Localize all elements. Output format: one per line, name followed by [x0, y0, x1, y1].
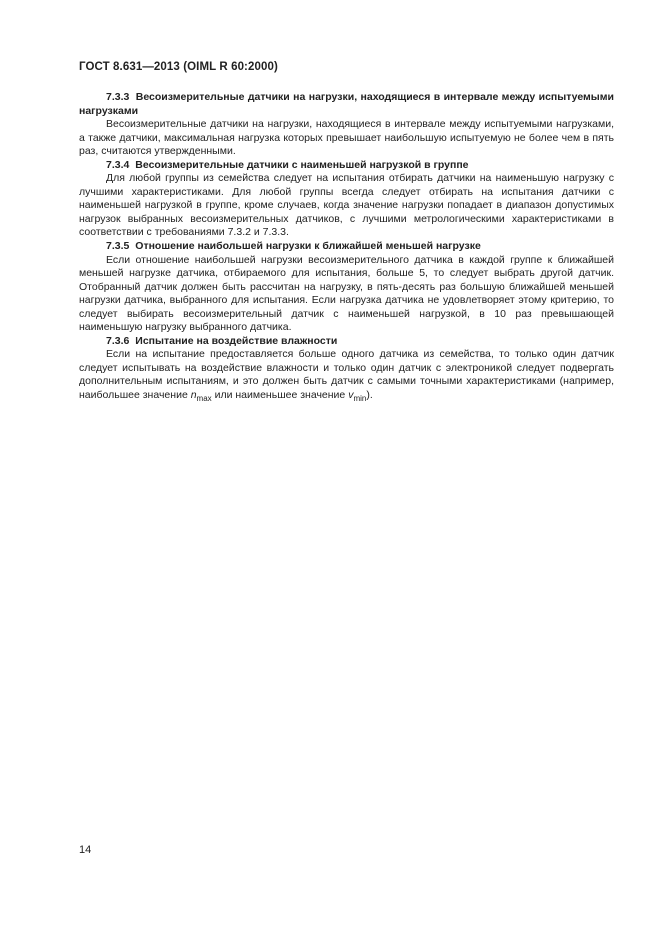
variable-n: n [190, 389, 197, 402]
subscript-max: max [196, 394, 212, 404]
section-paragraph: Если отношение наибольшей нагрузки весоизмерительного датчика в каждой группе к ближайшей меньшей нагрузке датчика, отбираемого для испытания, больше 5, то следует выбрать другой датчик. Отобранный датчик должен быть рассчитан на нагрузку, в пять-десять раз большую ближайшей меньшей нагрузки датчика, выбранного для испытания. Если нагрузка датчика не удовлетворяет этому критерию, то следует выбирать весоизмерительный датчик с наименьшей нагрузкой, в 10 раз превышающей наименьшую нагрузку выбранного датчика. [79, 253, 614, 334]
section-heading-7-3-4 [79, 159, 614, 173]
document-header: ГОСТ 8.631—2013 (OIML R 60:2000) [79, 61, 278, 73]
section-paragraph: Для любой группы из семейства следует на испытания отбирать датчики на наименьшую нагрузку с лучшими характеристиками. Для любой группы всегда следует отбирать на испытания датчики с наименьшей нагрузкой в группе, кроме случаев, когда значение нагрузки попадает в диапазон допустимых нагрузок выбранных весоизмерительных датчиков, с лучшими метрологическими характеристиками в соответствии с требованиями 7.3.2 и 7.3.3. [79, 172, 614, 239]
paragraph-text: Если на испытание предоставляется больше одного датчика из семейства, то только один датчик следует испытывать на воздействие влажности и только один датчик с электроникой следует подвергать дополнительным испытаниям, и это должен быть датчик с самыми точными характеристиками (например, наибольшее значение [79, 348, 614, 402]
section-title: Весоизмерительные датчики с наименьшей нагрузкой в группе [135, 158, 469, 171]
section-title: Весоизмерительные датчики на нагрузки, находящиеся в интервале между испытуемыми нагрузками [79, 91, 614, 117]
section-number: 7.3.5 [106, 240, 130, 253]
subscript-min: min [353, 394, 367, 404]
section-heading-7-3-3 [79, 91, 614, 118]
variable-v: v [348, 389, 354, 402]
section-number: 7.3.4 [106, 158, 130, 171]
section-title: Отношение наибольшей нагрузки к ближайшей меньшей нагрузке [135, 240, 481, 253]
section-heading-7-3-6 [79, 335, 614, 349]
section-heading-7-3-5 [79, 240, 614, 254]
document-body [79, 91, 614, 403]
paragraph-text: или наименьшее значение [214, 389, 346, 402]
section-paragraph: Весоизмерительные датчики на нагрузки, находящиеся в интервале между испытуемыми нагрузками, а также датчики, максимальная нагрузка которых превышает наибольшую испытуемую не более чем в пять раз, считаются утвержденными. [79, 118, 614, 158]
section-number: 7.3.3 [106, 91, 130, 103]
page-number: 14 [79, 844, 92, 856]
paragraph-text: ). [366, 389, 373, 402]
section-title: Испытание на воздействие влажности [135, 334, 338, 347]
section-number: 7.3.6 [106, 334, 130, 347]
section-paragraph [79, 348, 614, 402]
